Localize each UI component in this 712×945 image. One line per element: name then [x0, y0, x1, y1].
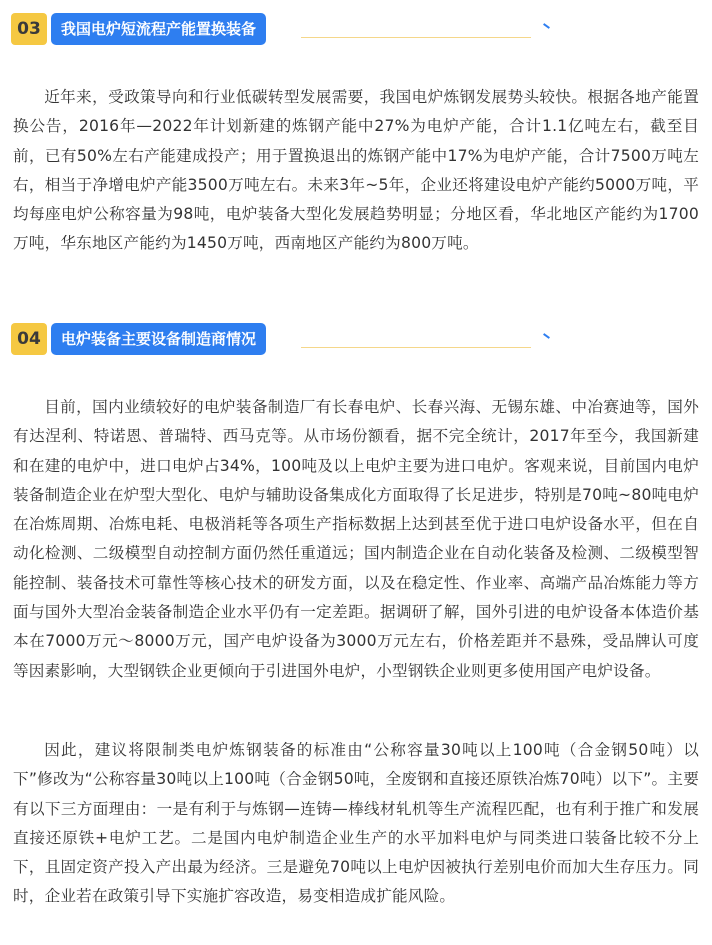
accent-tick-icon — [543, 333, 550, 339]
section-header-03 — [11, 13, 701, 47]
section-title: 我国电炉短流程产能置换装备 — [51, 13, 266, 45]
accent-tick-icon — [543, 23, 550, 29]
divider-line — [301, 37, 531, 38]
section-number-badge: 04 — [11, 323, 47, 355]
paragraph: 因此，建议将限制类电炉炼钢装备的标准由“公称容量30吨以上100吨（合金钢50吨）以下”修改为“公称容量30吨以上100吨（合金钢50吨，全废钢和直接还原铁冶炼70吨）以下”。主要有以下三方面理由：一是有利于与炼钢—连铸—棒线材轧机等生产流程匹配，也有利于推广和发展直接还原铁+电炉工艺。二是国内电炉制造企业生产的水平加料电炉与同类进口装备比较不分上下，且固定资产投入产出最为经济。三是避免70吨以上电炉因被执行差别电价而加大生存压力。同时，企业若在政策引导下实施扩容改造，易变相造成扩能风险。 — [13, 741, 699, 906]
section-number-badge: 03 — [11, 13, 47, 45]
paragraph: 目前，国内业绩较好的电炉装备制造厂有长春电炉、长春兴海、无锡东雄、中冶赛迪等，国外有达涅利、特诺恩、普瑞特、西马克等。从市场份额看，据不完全统计，2017年至今，我国新建和在建的电炉中，进口电炉占34%，100吨及以上电炉主要为进口电炉。客观来说，目前国内电炉装备制造企业在炉型大型化、电炉与辅助设备集成化方面取得了长足进步，特别是70吨~80吨电炉在冶炼周期、冶炼电耗、电极消耗等各项生产指标数据上达到甚至优于进口电炉设备水平，但在自动化检测、二级模型自动控制方面仍然任重道远；国内制造企业在自动化装备及检测、二级模型智能控制、装备技术可靠性等核心技术的研发方面，以及在稳定性、作业率、高端产品冶炼能力等方面与国外大型冶金装备制造企业水平仍有一定差距。据调研了解，国外引进的电炉设备本体造价基本在7000万元～8000万元，国产电炉设备为3000万元左右，价格差距并不悬殊，受品牌认可度等因素影响，大型钢铁企业更倾向于引进国外电炉，小型钢铁企业则更多使用国产电炉设备。 — [13, 398, 699, 680]
section-header-04 — [11, 323, 701, 357]
section-title: 电炉装备主要设备制造商情况 — [51, 323, 266, 355]
divider-line — [301, 347, 531, 348]
paragraph: 近年来，受政策导向和行业低碳转型发展需要，我国电炉炼钢发展势头较快。根据各地产能置换公告，2016年—2022年计划新建的炼钢产能中27%为电炉产能，合计1.1亿吨左右，截至目前，已有50%左右产能建成投产；用于置换退出的炼钢产能中17%为电炉产能，合计7500万吨左右，相当于净增电炉产能3500万吨左右。未来3年~5年，企业还将建设电炉产能约5000万吨，平均每座电炉公称容量为98吨，电炉装备大型化发展趋势明显；分地区看，华北地区产能约为1700万吨，华东地区产能约为1450万吨，西南地区产能约为800万吨。 — [13, 88, 699, 253]
